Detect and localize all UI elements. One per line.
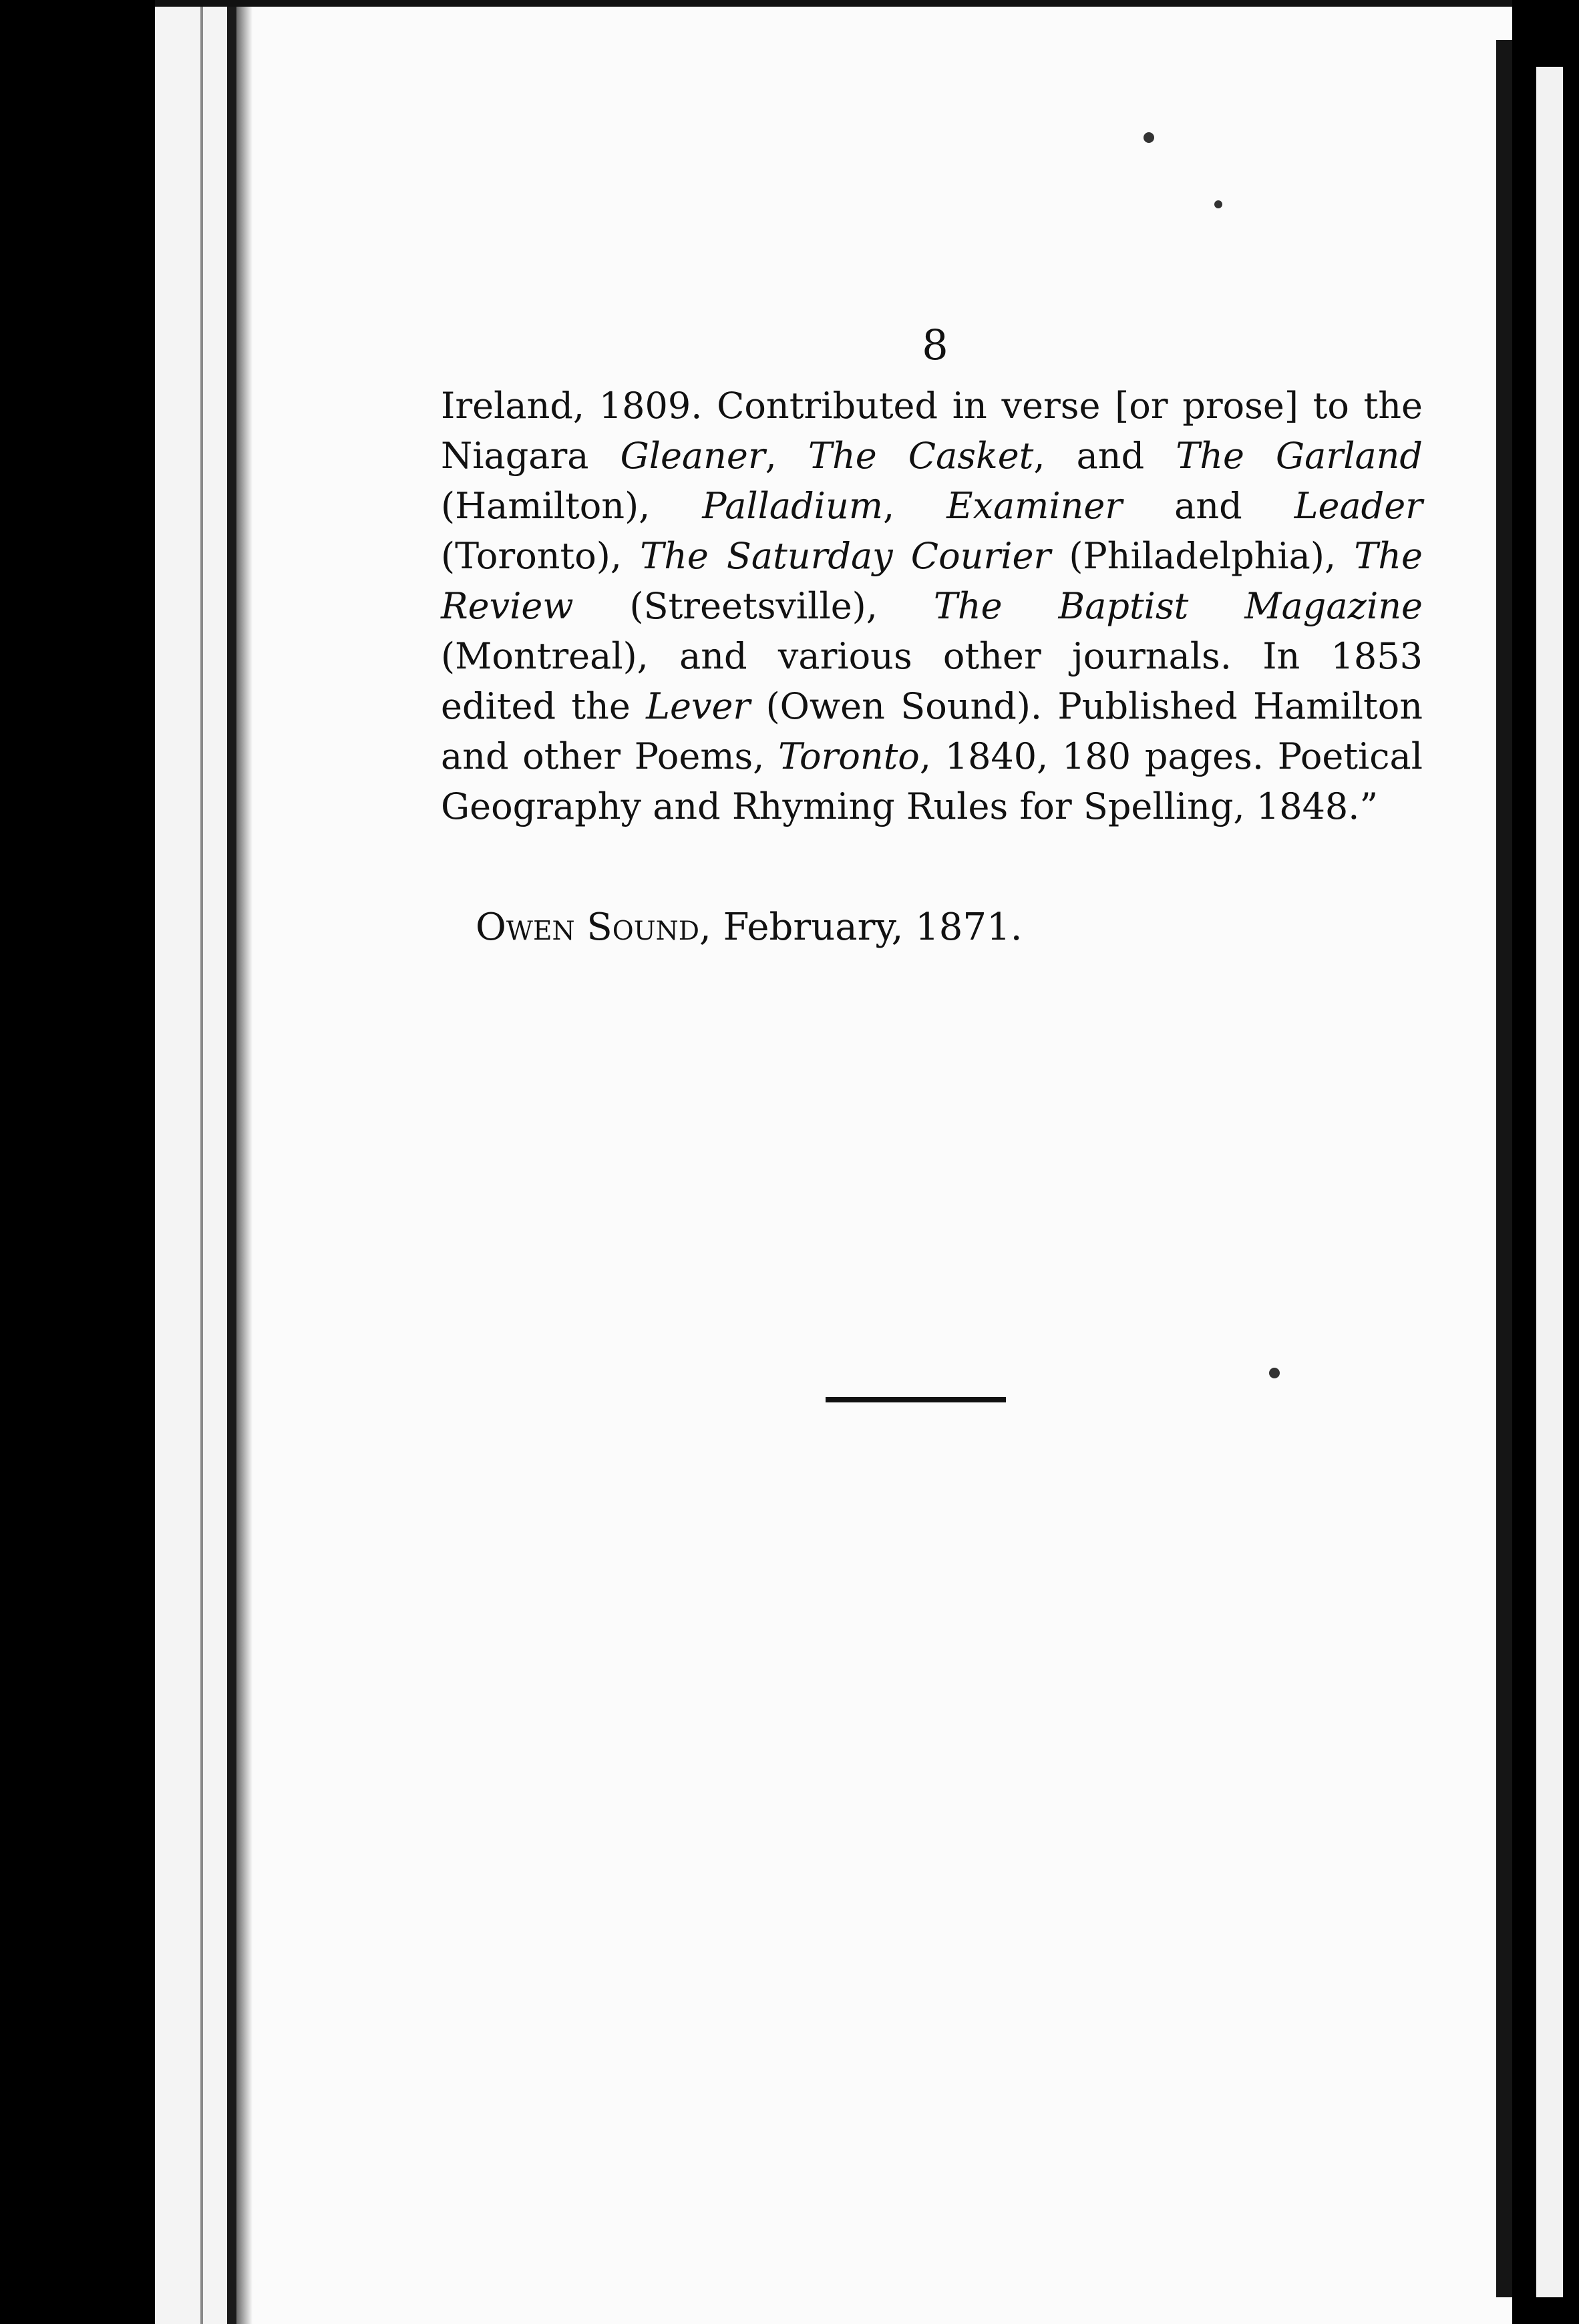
right-page-edge bbox=[1496, 40, 1512, 2297]
body-text-run: (Hamilton), bbox=[441, 485, 703, 527]
publication-title: Lever bbox=[646, 685, 751, 727]
body-text-run: , and bbox=[1033, 435, 1176, 477]
binding-strip bbox=[155, 0, 227, 2324]
publication-title: Examiner bbox=[946, 485, 1123, 527]
page-paper bbox=[155, 0, 1512, 2324]
publication-title: The Saturday Courier bbox=[640, 535, 1051, 577]
body-text-run: (Toronto), bbox=[441, 535, 641, 577]
body-text-run: and bbox=[1122, 485, 1294, 527]
ink-speck bbox=[1144, 132, 1154, 143]
next-page-sliver bbox=[1536, 67, 1563, 2297]
ink-speck bbox=[1269, 1368, 1280, 1378]
body-text-run: Ireland, 1809. Contributed in verse [or prose] to the Niagara bbox=[441, 385, 1423, 477]
body-text-run: (Philadelphia), bbox=[1051, 535, 1355, 577]
section-rule bbox=[826, 1397, 1006, 1402]
top-edge bbox=[155, 0, 1512, 7]
body-text-run: (Owen Sound). Published Hamilton and other Poems, bbox=[441, 685, 1423, 777]
dateline bbox=[476, 906, 1023, 949]
body-text-run: , 1840, 180 pages. Poetical Geography and Rhyming Rules for Spelling, 1848.” bbox=[441, 735, 1423, 827]
body-text-block bbox=[441, 381, 1423, 831]
body-text-run: , bbox=[765, 435, 808, 477]
dateline-place: Owen Sound bbox=[476, 906, 699, 949]
body-text-run: , bbox=[882, 485, 947, 527]
publication-title: Palladium bbox=[702, 485, 883, 527]
binding-line bbox=[200, 0, 203, 2324]
publication-title: The Garland bbox=[1176, 435, 1423, 477]
gutter-shadow bbox=[236, 0, 252, 2324]
publication-title: The Casket bbox=[808, 435, 1034, 477]
page-number: 8 bbox=[922, 321, 948, 369]
body-text-run: (Montreal), and various other journals. In 1853 edited the bbox=[441, 635, 1423, 727]
publication-title: The Review bbox=[441, 535, 1423, 627]
dateline-date: , February, 1871. bbox=[699, 906, 1023, 949]
publication-title: Gleaner bbox=[620, 435, 765, 477]
publication-title: Leader bbox=[1294, 485, 1423, 527]
ink-speck bbox=[1214, 200, 1222, 208]
publication-title: Toronto bbox=[778, 735, 920, 777]
body-paragraph bbox=[441, 381, 1423, 831]
body-text-run: (Streetsville), bbox=[573, 585, 934, 627]
publication-title: The Baptist Magazine bbox=[933, 585, 1423, 627]
gutter-edge bbox=[227, 0, 236, 2324]
